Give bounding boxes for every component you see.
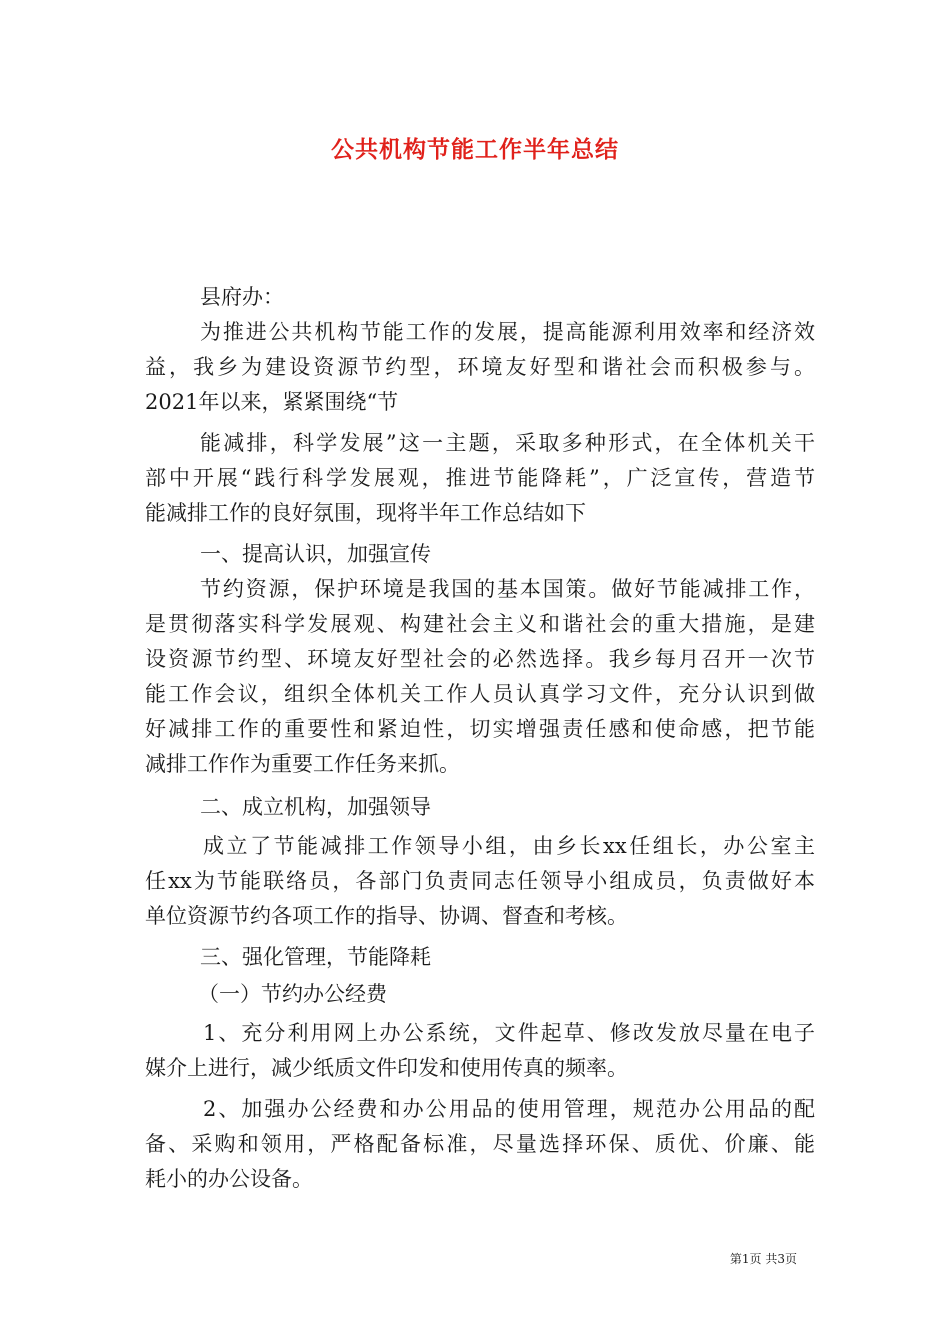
page-title: 公共机构节能工作半年总结 bbox=[331, 136, 619, 163]
paragraph-line: 部中开展“践行科学发展观，推进节能降耗”，广泛宣传，营造节 bbox=[145, 466, 815, 490]
paragraph-line: 节约资源，保护环境是我国的基本国策。做好节能减排工作， bbox=[200, 577, 815, 601]
paragraph-line: 是贯彻落实科学发展观、构建社会主义和谐社会的重大措施，是建 bbox=[145, 612, 815, 636]
paragraph-line: 2、加强办公经费和办公用品的使用管理，规范办公用品的配 bbox=[203, 1097, 815, 1121]
paragraph-line: 1、充分利用网上办公系统，文件起草、修改发放尽量在电子 bbox=[203, 1021, 815, 1045]
salutation: 县府办： bbox=[200, 285, 284, 309]
paragraph-line: 任xx为节能联络员，各部门负责同志任领导小组成员，负责做好本 bbox=[145, 869, 815, 893]
paragraph-line: 好减排工作的重要性和紧迫性，切实增强责任感和使命感，把节能 bbox=[145, 717, 815, 741]
paragraph-line: 设资源节约型、环境友好型社会的必然选择。我乡每月召开一次节 bbox=[145, 647, 815, 671]
section-heading: 一、提高认识，加强宣传 bbox=[200, 542, 431, 566]
paragraph-line: 益，我乡为建设资源节约型，环境友好型和谐社会而积极参与。 bbox=[145, 355, 815, 379]
section-heading: 二、成立机构，加强领导 bbox=[200, 795, 431, 819]
subsection-heading: （一）节约办公经费 bbox=[198, 982, 387, 1006]
paragraph-line: 能减排工作的良好氛围，现将半年工作总结如下 bbox=[145, 501, 586, 525]
paragraph-line: 为推进公共机构节能工作的发展，提高能源利用效率和经济效 bbox=[200, 320, 815, 344]
paragraph-line: 媒介上进行，减少纸质文件印发和使用传真的频率。 bbox=[145, 1056, 628, 1080]
page-footer: 第1页 共3页 bbox=[729, 1252, 797, 1266]
section-heading: 三、强化管理，节能降耗 bbox=[200, 945, 431, 969]
paragraph-line: 能减排，科学发展”这一主题，采取多种形式，在全体机关干 bbox=[200, 431, 815, 455]
paragraph-line: 备、采购和领用，严格配备标准，尽量选择环保、质优、价廉、能 bbox=[145, 1132, 815, 1156]
paragraph-line: 减排工作作为重要工作任务来抓。 bbox=[145, 752, 460, 776]
paragraph-line: 2021年以来，紧紧围绕“节 bbox=[145, 390, 399, 414]
paragraph-line: 耗小的办公设备。 bbox=[145, 1167, 313, 1191]
paragraph-line: 单位资源节约各项工作的指导、协调、督查和考核。 bbox=[145, 904, 628, 928]
paragraph-line: 能工作会议，组织全体机关工作人员认真学习文件，充分认识到做 bbox=[145, 682, 815, 706]
paragraph-line: 成立了节能减排工作领导小组，由乡长xx任组长，办公室主 bbox=[203, 834, 815, 858]
